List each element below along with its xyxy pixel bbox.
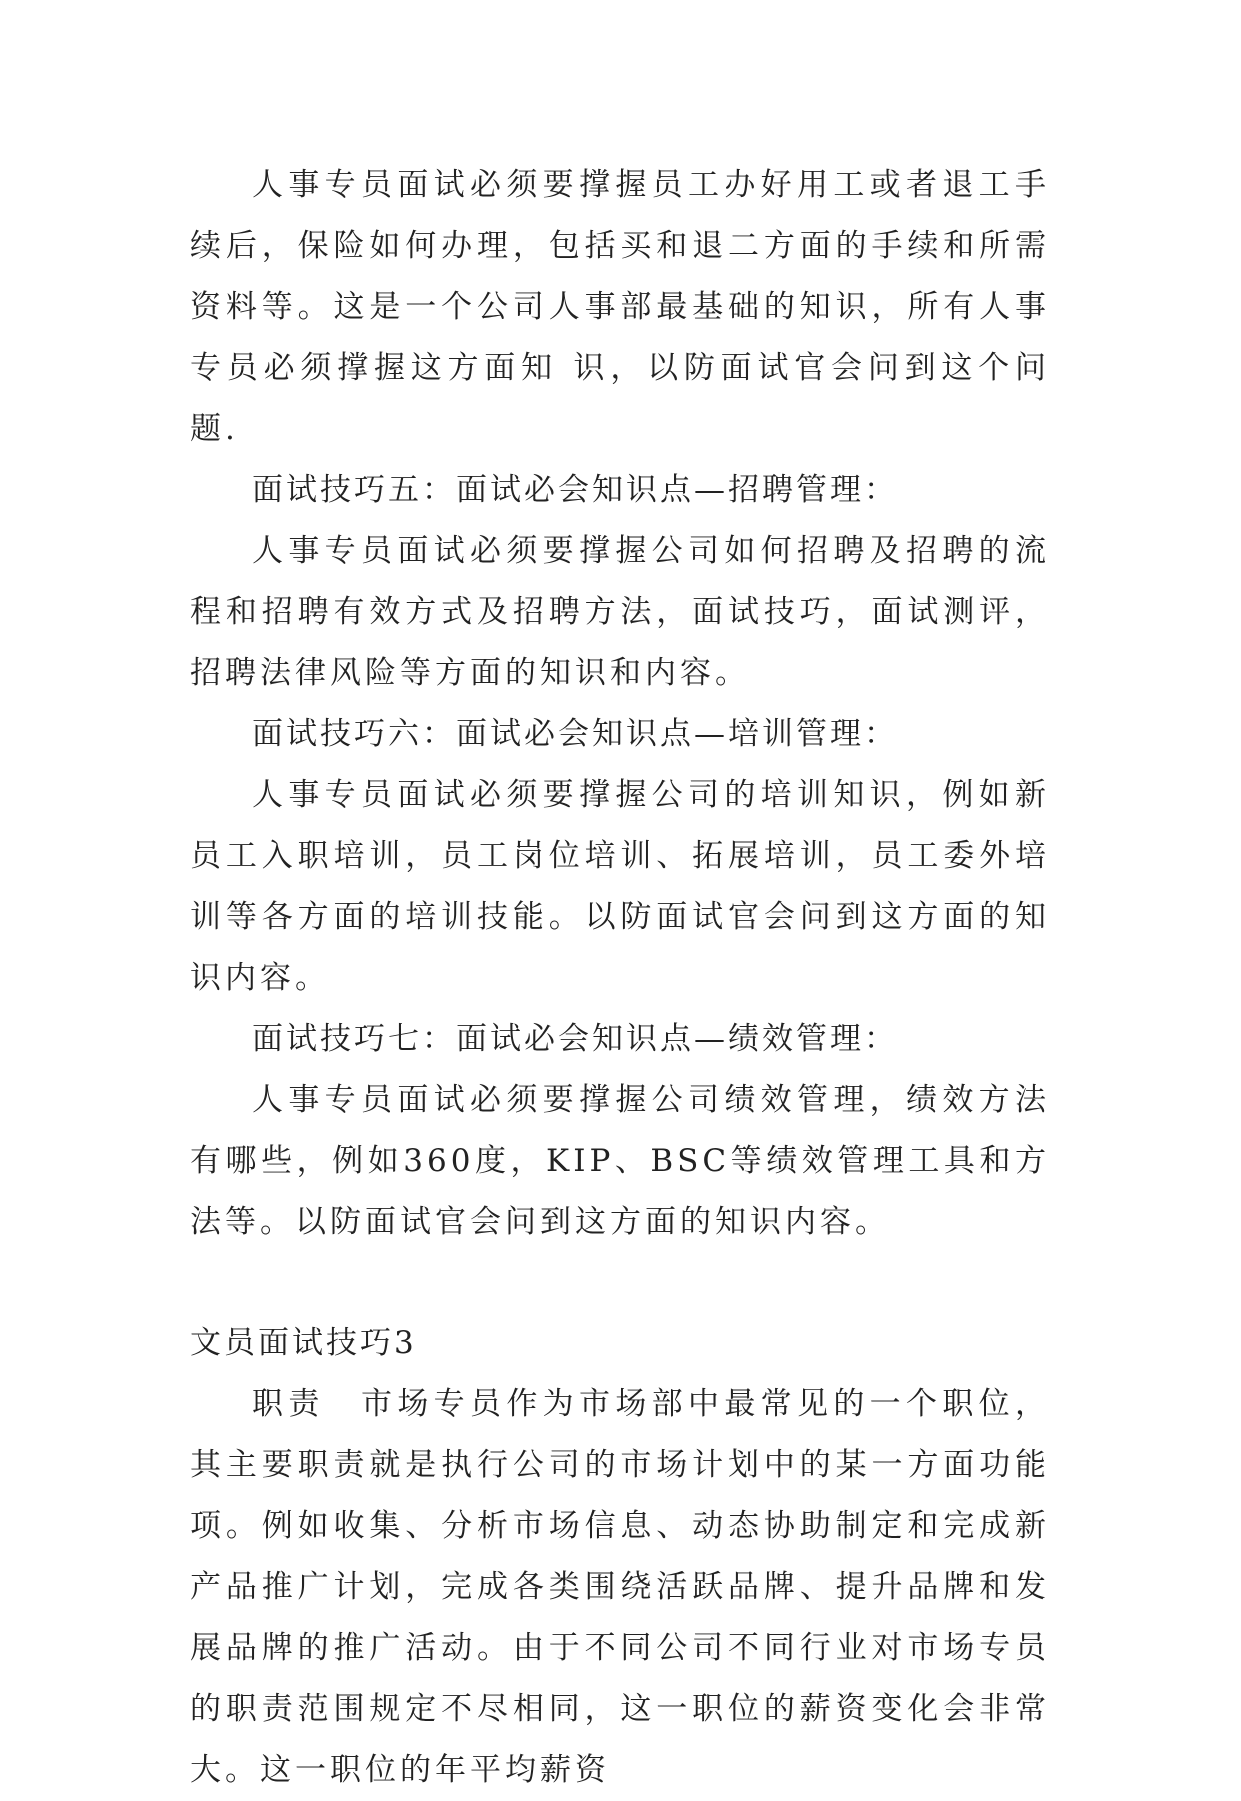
heading-tip-five: 面试技巧五：面试必会知识点—招聘管理： (252, 472, 898, 508)
heading-tip-seven: 面试技巧七：面试必会知识点—绩效管理： (252, 1021, 898, 1057)
section-title: 文员面试技巧3 (190, 1325, 417, 1361)
document-body (190, 155, 1050, 1801)
paragraph-performance: 人事专员面试必须要撑握公司绩效管理，绩效方法有哪些，例如360度，KIP、BSC等绩效管理工具和方法等。以防面试官会问到这方面的知识内容。 (190, 1082, 1050, 1240)
heading-tip-six: 面试技巧六：面试必会知识点—培训管理： (252, 716, 898, 752)
paragraph-duties: 职责 市场专员作为市场部中最常见的一个职位，其主要职责就是执行公司的市场计划中的某一方面功能项。例如收集、分析市场信息、动态协助制定和完成新产品推广计划，完成各类围绕活跃品牌、提升品牌和发展品牌的推广活动。由于不同公司不同行业对市场专员的职责范围规定不尽相同，这一职位的薪资变化会非常大。这一职位的年平均薪资 (190, 1386, 1050, 1788)
paragraph-training: 人事专员面试必须要撑握公司的培训知识，例如新员工入职培训，员工岗位培训、拓展培训，员工委外培训等各方面的培训技能。以防面试官会问到这方面的知识内容。 (190, 777, 1050, 996)
paragraph-recruitment: 人事专员面试必须要撑握公司如何招聘及招聘的流程和招聘有效方式及招聘方法，面试技巧，面试测评，招聘法律风险等方面的知识和内容。 (190, 533, 1050, 691)
paragraph-insurance: 人事专员面试必须要撑握员工办好用工或者退工手续后，保险如何办理，包括买和退二方面的手续和所需资料等。这是一个公司人事部最基础的知识，所有人事专员必须撑握这方面知 识，以防面试官会问到这个问题. (190, 167, 1050, 447)
